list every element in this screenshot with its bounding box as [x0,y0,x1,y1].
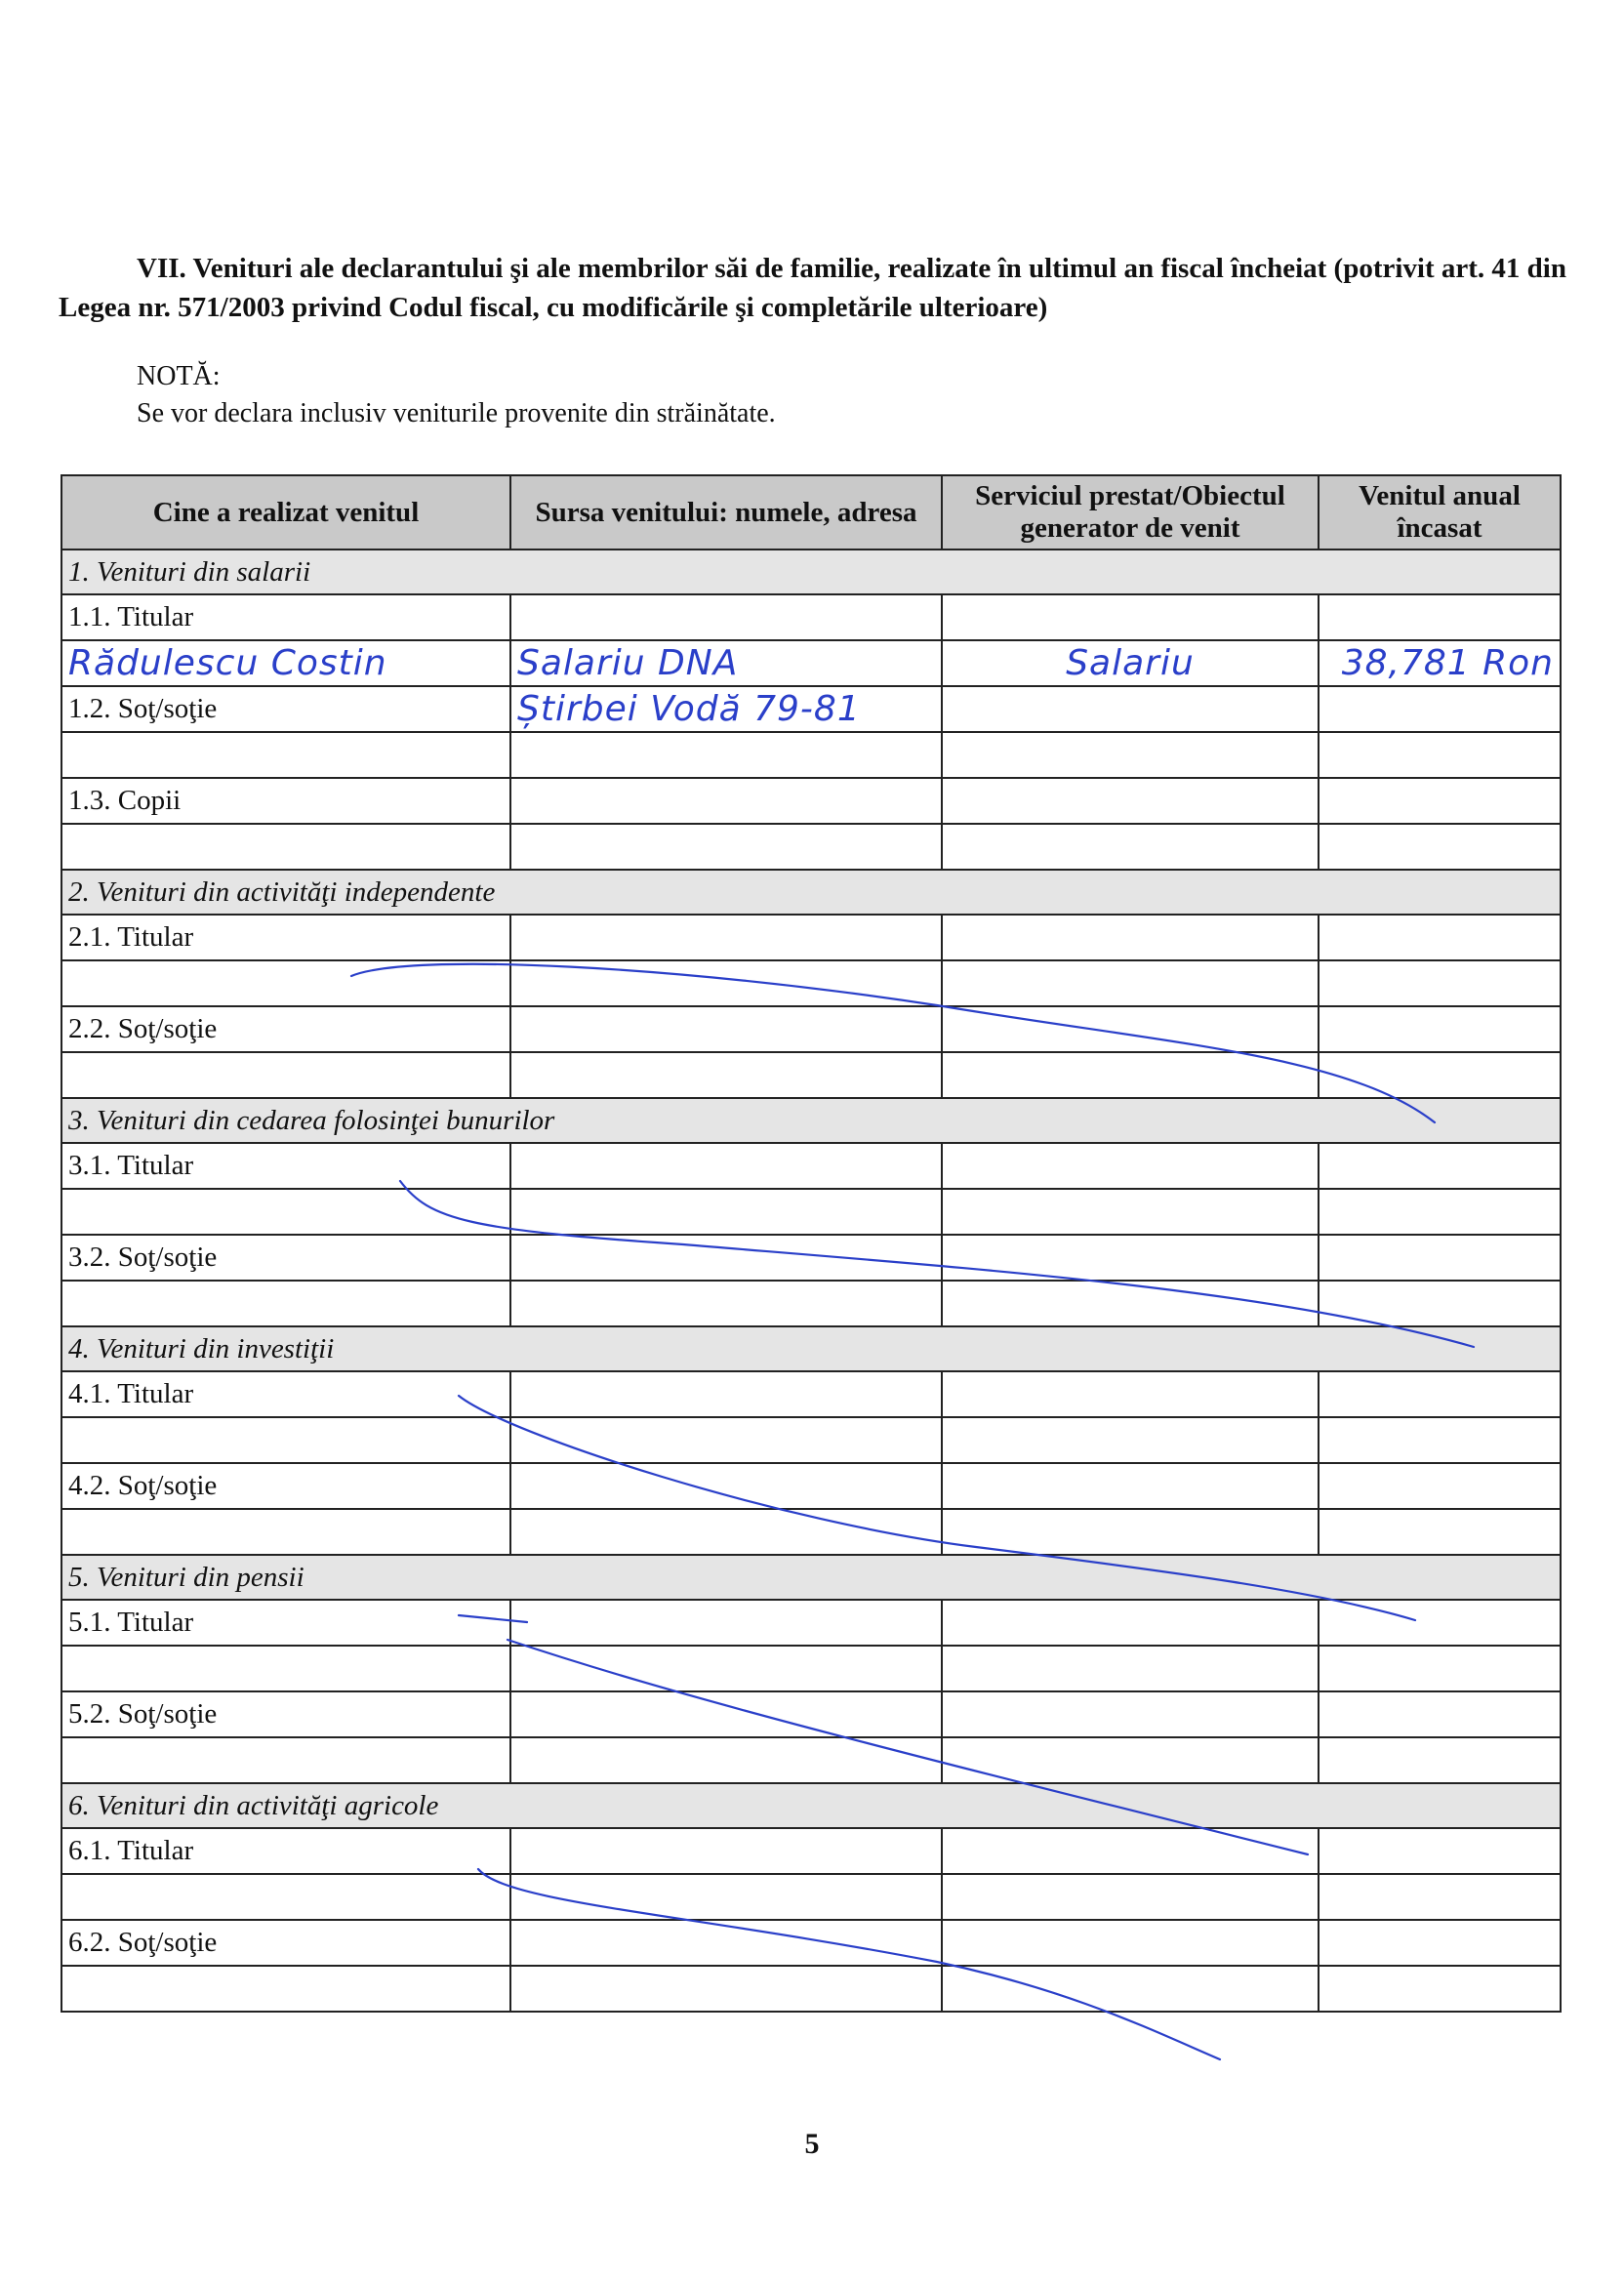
table-row [61,686,1561,732]
table-row [61,778,1561,824]
table-row [61,1281,1561,1326]
section-row [61,1326,1561,1371]
handwritten-name: Rădulescu Costin [68,643,387,683]
handwritten-source: Salariu DNA [517,643,739,683]
table-row [61,1737,1561,1783]
table-row [61,1828,1561,1874]
handwritten-service: Salariu [1066,643,1195,683]
table-header-row [61,475,1561,550]
section-title: 6. Venituri din activităţi agricole [61,1783,1561,1828]
income-table [61,474,1562,2013]
table-row [61,1509,1561,1555]
section-title: 5. Venituri din pensii [61,1555,1561,1600]
table-row [61,732,1561,778]
row-label: 2.1. Titular [61,915,510,960]
row-label: 6.1. Titular [61,1828,510,1874]
section-row [61,1098,1561,1143]
table-row [61,1874,1561,1920]
table-row [61,1235,1561,1281]
row-label: 5.1. Titular [61,1600,510,1646]
section-title: 2. Venituri din activităţi independente [61,870,1561,915]
row-label: 5.2. Soţ/soţie [61,1691,510,1737]
note-title: NOTĂ: [137,361,221,391]
row-label: 3.1. Titular [61,1143,510,1189]
table-row [61,1052,1561,1098]
table-row [61,824,1561,870]
section-row [61,870,1561,915]
section-title: 4. Venituri din investiţii [61,1326,1561,1371]
table-row [61,1371,1561,1417]
table-row [61,640,1561,686]
section-row [61,1783,1561,1828]
section-heading: VII. Venituri ale declarantului şi ale membrilor săi de familie, realizate în ultimul an fiscal încheiat (potrivit art. 41 din Legea nr. 571/2003 privind Codul fiscal, cu modificările şi completările ulterioare) [59,253,1566,323]
section-title: 3. Venituri din cedarea folosinţei bunurilor [61,1098,1561,1143]
page-number: 5 [804,2128,820,2160]
table-row [61,1691,1561,1737]
header-who: Cine a realizat venitul [61,475,510,550]
section-row [61,1555,1561,1600]
table-row [61,594,1561,640]
header-annual-income: Venitul anual încasat [1319,475,1561,550]
header-source: Sursa venitului: numele, adresa [510,475,942,550]
row-label: 1.2. Soţ/soţie [61,686,510,732]
header-service: Serviciul prestat/Obiectul generator de venit [942,475,1319,550]
row-label: 1.1. Titular [61,594,510,640]
table-row [61,1966,1561,2012]
table-row [61,1646,1561,1691]
section-row [61,550,1561,594]
table-row [61,1143,1561,1189]
section-title: 1. Venituri din salarii [61,550,1561,594]
table-row [61,1600,1561,1646]
row-label: 6.2. Soţ/soţie [61,1920,510,1966]
row-label: 1.3. Copii [61,778,510,824]
table-row [61,960,1561,1006]
row-label: 3.2. Soţ/soţie [61,1235,510,1281]
table-row [61,1920,1561,1966]
note-text: Se vor declara inclusiv veniturile provenite din străinătate. [137,398,776,428]
table-row [61,1463,1561,1509]
table-row [61,1189,1561,1235]
handwritten-amount: 38,781 Ron [1341,643,1554,683]
row-label: 4.1. Titular [61,1371,510,1417]
row-label: 4.2. Soţ/soţie [61,1463,510,1509]
table-row [61,1006,1561,1052]
table-row [61,1417,1561,1463]
row-label: 2.2. Soţ/soţie [61,1006,510,1052]
table-row [61,915,1561,960]
handwritten-address: Știrbei Vodă 79-81 [517,689,861,729]
